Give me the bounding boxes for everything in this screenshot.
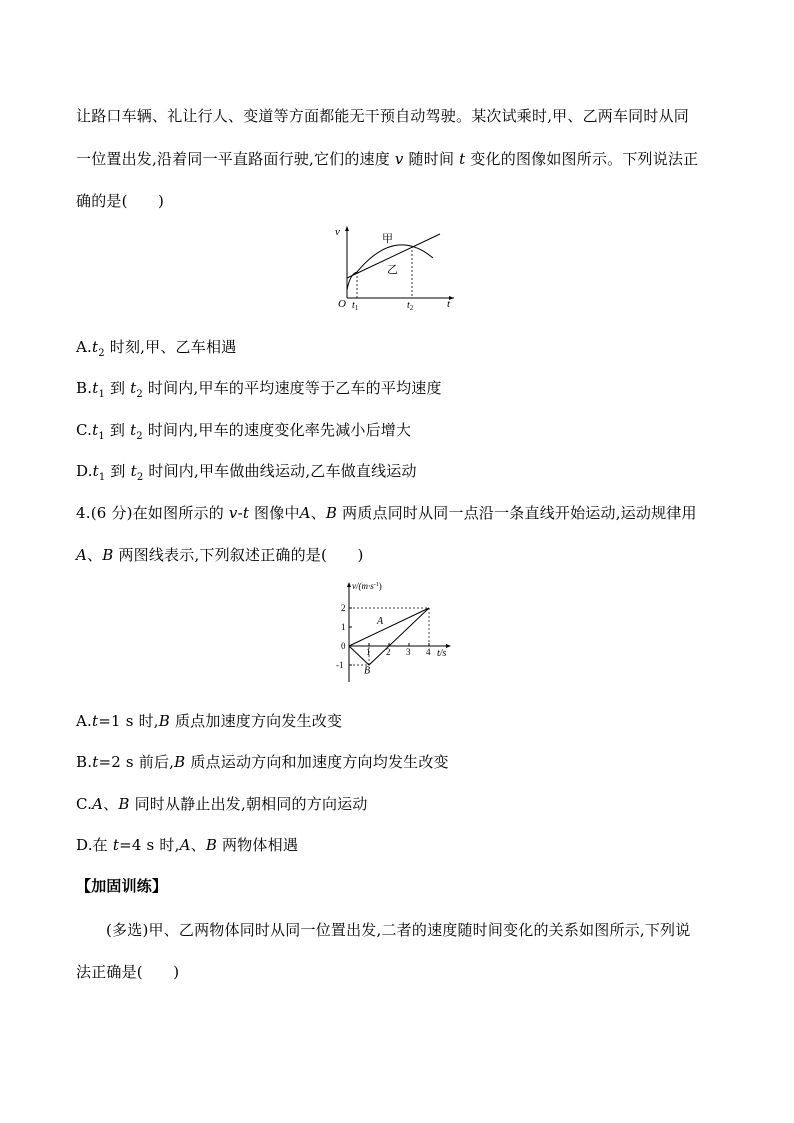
- reinforce-line1: (多选)甲、乙两物体同时从同一位置出发,二者的速度随时间变化的关系如图所示,下列说: [106, 921, 691, 939]
- q3-stem-var-v: v: [394, 150, 404, 168]
- q3-vt-figure: [330, 222, 460, 314]
- q4-vt-chart: [330, 578, 460, 682]
- q4-v-axis-arrow: [347, 582, 351, 587]
- q4-option-d: D.在 t=4 s 时,A、B 两物体相遇: [76, 836, 299, 854]
- q4-option-c: C.A、B 同时从静止出发,朝相同的方向运动: [76, 795, 368, 813]
- q3-jia-label: 甲: [382, 233, 393, 245]
- q3-stem-line3: 确的是( ): [76, 192, 165, 210]
- q4-option-a: A.t=1 s 时,B 质点加速度方向发生改变: [76, 712, 343, 730]
- q3-origin-label: O: [338, 298, 346, 310]
- q3-stem-line1: 让路口车辆、礼让行人、变道等方面都能无干预自动驾驶。某次试乘时,甲、乙两车同时从同: [76, 107, 689, 125]
- q3-t1-label: $t_1$: [352, 300, 359, 312]
- q4-y-tick-label: 0: [341, 641, 346, 651]
- q4-y-tick-label: -1: [336, 660, 344, 670]
- q3-option-c: $C.t_1$ 到 $t_2$ 时间内,甲车的速度变化率先减小后增大: [76, 421, 412, 442]
- q4-series-a-line: [349, 608, 429, 646]
- q3-stem-text: 一位置出发,沿着同一平直路面行驶,它们的速度: [76, 150, 395, 168]
- q3-yi-label: 乙: [387, 264, 398, 276]
- q4-x-tick-label: 3: [406, 647, 411, 657]
- q4-y-tick-label: 2: [341, 603, 346, 613]
- q4-series-b-label: B: [364, 665, 371, 677]
- q4-x-tick-label: 2: [386, 647, 391, 657]
- reinforce-line2: 法正确是( ): [76, 963, 180, 981]
- q3-t2-label: $t_2$: [407, 300, 414, 312]
- q4-stem-line1: 4.(6 分)在如图所示的 v-t 图像中A、B 两质点同时从同一点沿一条直线开始运动,运动规律用: [76, 504, 697, 522]
- q3-vt-graph: [330, 222, 460, 314]
- q4-vt-figure: [330, 578, 460, 682]
- q4-option-b: B.t=2 s 前后,B 质点运动方向和加速度方向均发生改变: [76, 753, 449, 771]
- reinforce-title: 【加固训练】: [76, 877, 168, 895]
- q4-y-tick-label: 1: [341, 622, 346, 632]
- q4-x-tick-label: 4: [426, 647, 431, 657]
- q3-option-d: $D.t_1$ 到 $t_2$ 时间内,甲车做曲线运动,乙车做直线运动: [76, 462, 417, 483]
- q4-x-axis-label: t/s: [437, 648, 447, 659]
- q4-x-tick-label: 1: [366, 647, 371, 657]
- q3-t-label: t: [447, 298, 451, 310]
- q4-t-axis-arrow: [446, 644, 451, 648]
- q3-option-b: $B.t_1$ 到 $t_2$ 时间内,甲车的平均速度等于乙车的平均速度: [76, 379, 442, 400]
- q3-stem-line2: [76, 149, 698, 169]
- q4-axes: [347, 581, 451, 682]
- q3-v-label: v: [335, 226, 340, 238]
- q4-series-a-label: A: [377, 616, 384, 628]
- q3-stem-text: 变化的图像如图所示。下列说法正: [465, 150, 699, 168]
- q4-y-axis-label: $v/(m\cdot s^{-1})$: [352, 581, 382, 591]
- q3-stem-var-t: t: [459, 150, 466, 168]
- q3-stem-text: 随时间: [403, 150, 460, 168]
- q4-stem-line2: A、B 两图线表示,下列叙述正确的是( ): [76, 546, 364, 564]
- q3-option-a: $A.t_2$ 时刻,甲、乙车相遇: [76, 338, 237, 359]
- q3-v-axis-arrow: [345, 226, 349, 231]
